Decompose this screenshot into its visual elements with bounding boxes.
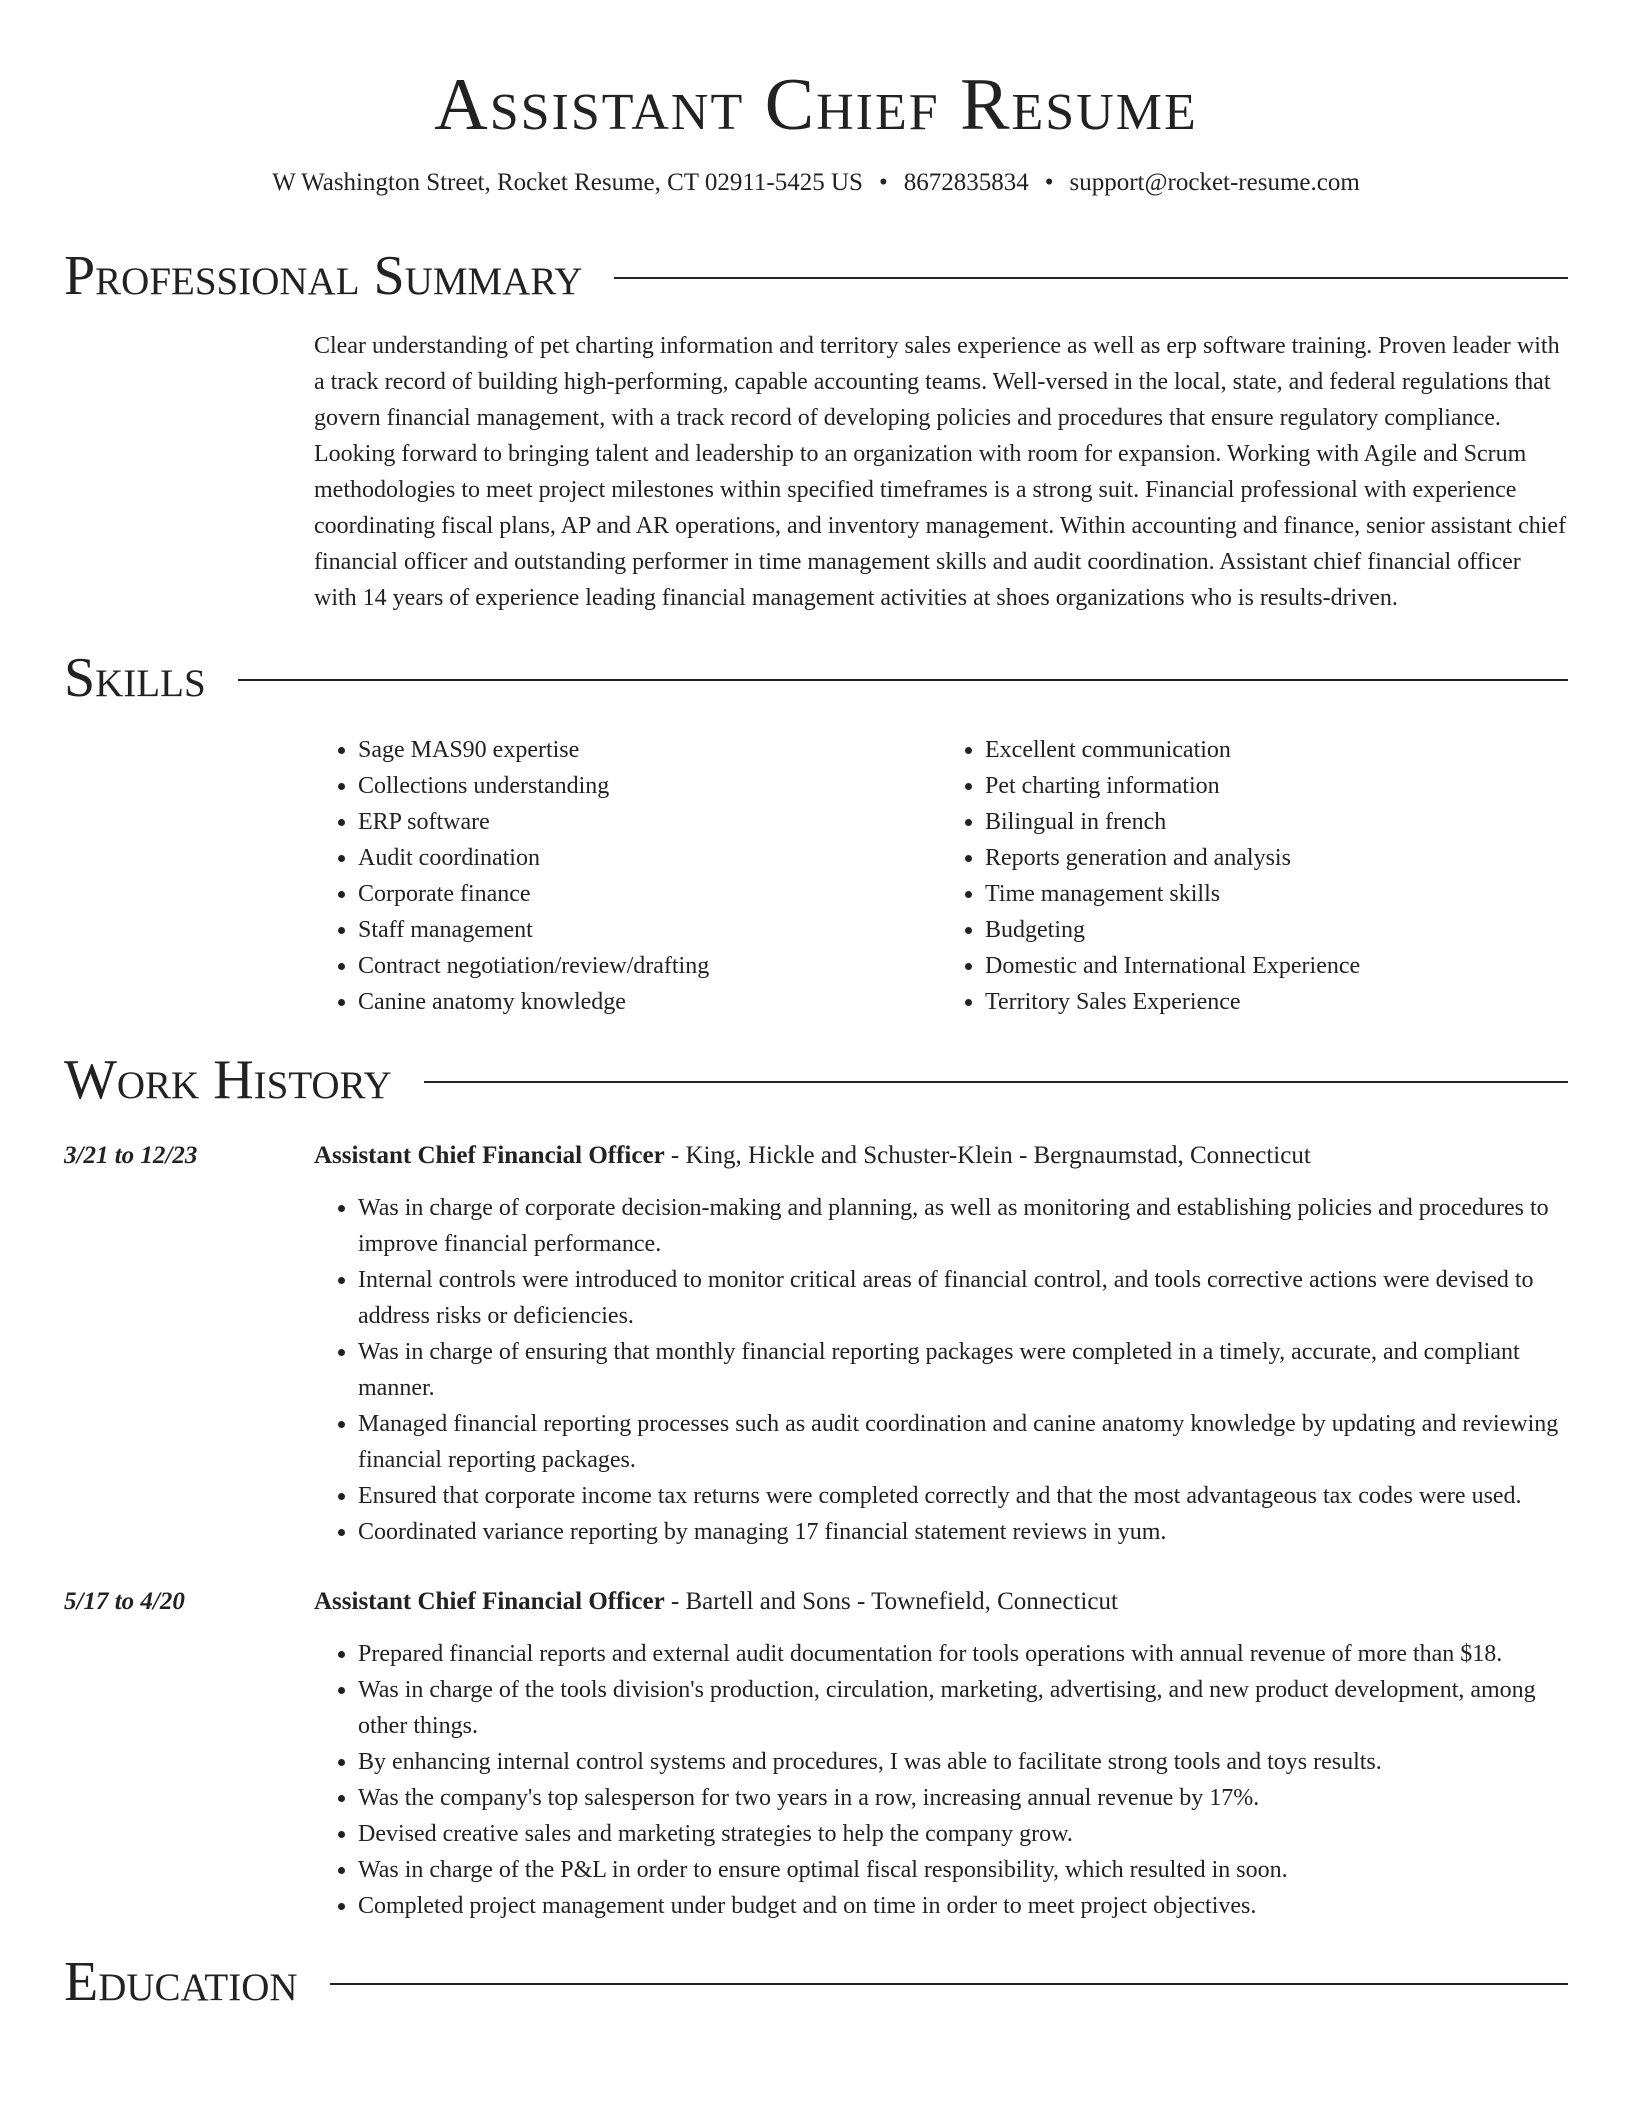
job-bullet: • Was in charge of corporate decision-making and planning, as well as monitoring and establishing policies and procedures to improve financial performance. xyxy=(358,1190,1568,1262)
job-heading xyxy=(314,1584,1568,1620)
skill-item: • Sage MAS90 expertise xyxy=(358,732,941,768)
contact-address: W Washington Street, Rocket Resume, CT 02911-5425 US xyxy=(272,169,863,196)
contact-separator: • xyxy=(878,169,888,196)
job-entry xyxy=(64,1584,1568,1924)
skill-item: • Collections understanding xyxy=(358,768,941,804)
skill-item: • ERP software xyxy=(358,804,941,840)
job-dates: 3/21 to 12/23 xyxy=(64,1142,198,1169)
job-bullet: • Was in charge of the tools division's production, circulation, marketing, advertising, and new product development, among other things. xyxy=(358,1672,1568,1744)
job-title: Assistant Chief Financial Officer xyxy=(314,1588,665,1615)
skill-item: • Bilingual in french xyxy=(985,804,1568,840)
skill-item: • Contract negotiation/review/drafting xyxy=(358,948,941,984)
job-bullet: • Was in charge of ensuring that monthly financial reporting packages were completed in a timely, accurate, and compliant manner. xyxy=(358,1334,1568,1406)
contact-email: support@rocket-resume.com xyxy=(1069,169,1360,196)
job-title: Assistant Chief Financial Officer xyxy=(314,1142,665,1169)
skill-item: • Reports generation and analysis xyxy=(985,840,1568,876)
section-header-education xyxy=(64,1950,1568,2014)
job-bullet: • By enhancing internal control systems and procedures, I was able to facilitate strong tools and toys results. xyxy=(358,1744,1568,1780)
section-title-summary: Professional Summary xyxy=(64,245,583,307)
job-bullet: • Ensured that corporate income tax returns were completed correctly and that the most advantageous tax codes were used. xyxy=(358,1478,1568,1514)
skills-column-right xyxy=(941,732,1568,1020)
skill-item: • Budgeting xyxy=(985,912,1568,948)
skill-item: • Canine anatomy knowledge xyxy=(358,984,941,1020)
section-divider xyxy=(238,679,1568,681)
skill-item: • Territory Sales Experience xyxy=(985,984,1568,1020)
job-dates: 5/17 to 4/20 xyxy=(64,1588,185,1615)
section-header-summary xyxy=(64,244,1568,308)
job-body xyxy=(314,1584,1568,1924)
section-header-skills xyxy=(64,646,1568,710)
contact-phone: 8672835834 xyxy=(903,169,1029,196)
summary-paragraph: Clear understanding of pet charting information and territory sales experience as well as erp software training. Proven leader with a track record of building high-performing, capable accounting teams. Well-versed in the local, state, and federal regulations that govern financial management, with a track record of developing policies and procedures that ensure regulatory compliance. Looking forward to bringing talent and leadership to an organization with room for expansion. Working with Agile and Scrum methodologies to meet project milestones within specified timeframes is a strong suit. Financial professional with experience coordinating fiscal plans, AP and AR operations, and inventory management. Within accounting and finance, senior assistant chief financial officer and outstanding performer in time management skills and audit coordination. Assistant chief financial officer with 14 years of experience leading financial management activities at shoes organizations who is results-driven. xyxy=(314,333,1567,611)
section-header-work xyxy=(64,1048,1568,1112)
skill-item: • Corporate finance xyxy=(358,876,941,912)
job-bullet: • Managed financial reporting processes such as audit coordination and canine anatomy knowledge by updating and reviewing financial reporting packages. xyxy=(358,1406,1568,1478)
skill-item: • Staff management xyxy=(358,912,941,948)
section-divider xyxy=(424,1081,1568,1083)
section-title-education: Education xyxy=(64,1951,298,2013)
job-company-location: - Bartell and Sons - Townefield, Connecticut xyxy=(664,1588,1118,1615)
section-title-skills: Skills xyxy=(64,647,206,709)
job-bullets xyxy=(314,1190,1568,1550)
skill-item: • Domestic and International Experience xyxy=(985,948,1568,984)
resume-name: Assistant Chief Resume xyxy=(434,64,1198,146)
skill-item: • Excellent communication xyxy=(985,732,1568,768)
job-bullet: • Was the company's top salesperson for two years in a row, increasing annual revenue by 17%. xyxy=(358,1780,1568,1816)
section-divider xyxy=(330,1983,1568,1985)
section-divider xyxy=(614,277,1568,279)
skill-item: • Pet charting information xyxy=(985,768,1568,804)
job-bullet: • Prepared financial reports and external audit documentation for tools operations with annual revenue of more than $18. xyxy=(358,1636,1568,1672)
skills-grid xyxy=(314,732,1568,1020)
job-bullet: • Was in charge of the P&L in order to ensure optimal fiscal responsibility, which resulted in soon. xyxy=(358,1852,1568,1888)
contact-line xyxy=(64,166,1568,200)
contact-separator: • xyxy=(1044,169,1054,196)
skill-item: • Audit coordination xyxy=(358,840,941,876)
job-heading xyxy=(314,1138,1568,1174)
skills-column-left xyxy=(314,732,941,1020)
job-body xyxy=(314,1138,1568,1550)
job-bullet: • Internal controls were introduced to monitor critical areas of financial control, and tools corrective actions were devised to address risks or deficiencies. xyxy=(358,1262,1568,1334)
job-bullet: • Devised creative sales and marketing strategies to help the company grow. xyxy=(358,1816,1568,1852)
job-bullet: • Coordinated variance reporting by managing 17 financial statement reviews in yum. xyxy=(358,1514,1568,1550)
job-bullets xyxy=(314,1636,1568,1924)
job-entry xyxy=(64,1138,1568,1550)
skill-item: • Time management skills xyxy=(985,876,1568,912)
job-company-location: - King, Hickle and Schuster-Klein - Bergnaumstad, Connecticut xyxy=(664,1142,1311,1169)
job-bullet: • Completed project management under budget and on time in order to meet project objectives. xyxy=(358,1888,1568,1924)
section-title-work: Work History xyxy=(64,1049,392,1111)
